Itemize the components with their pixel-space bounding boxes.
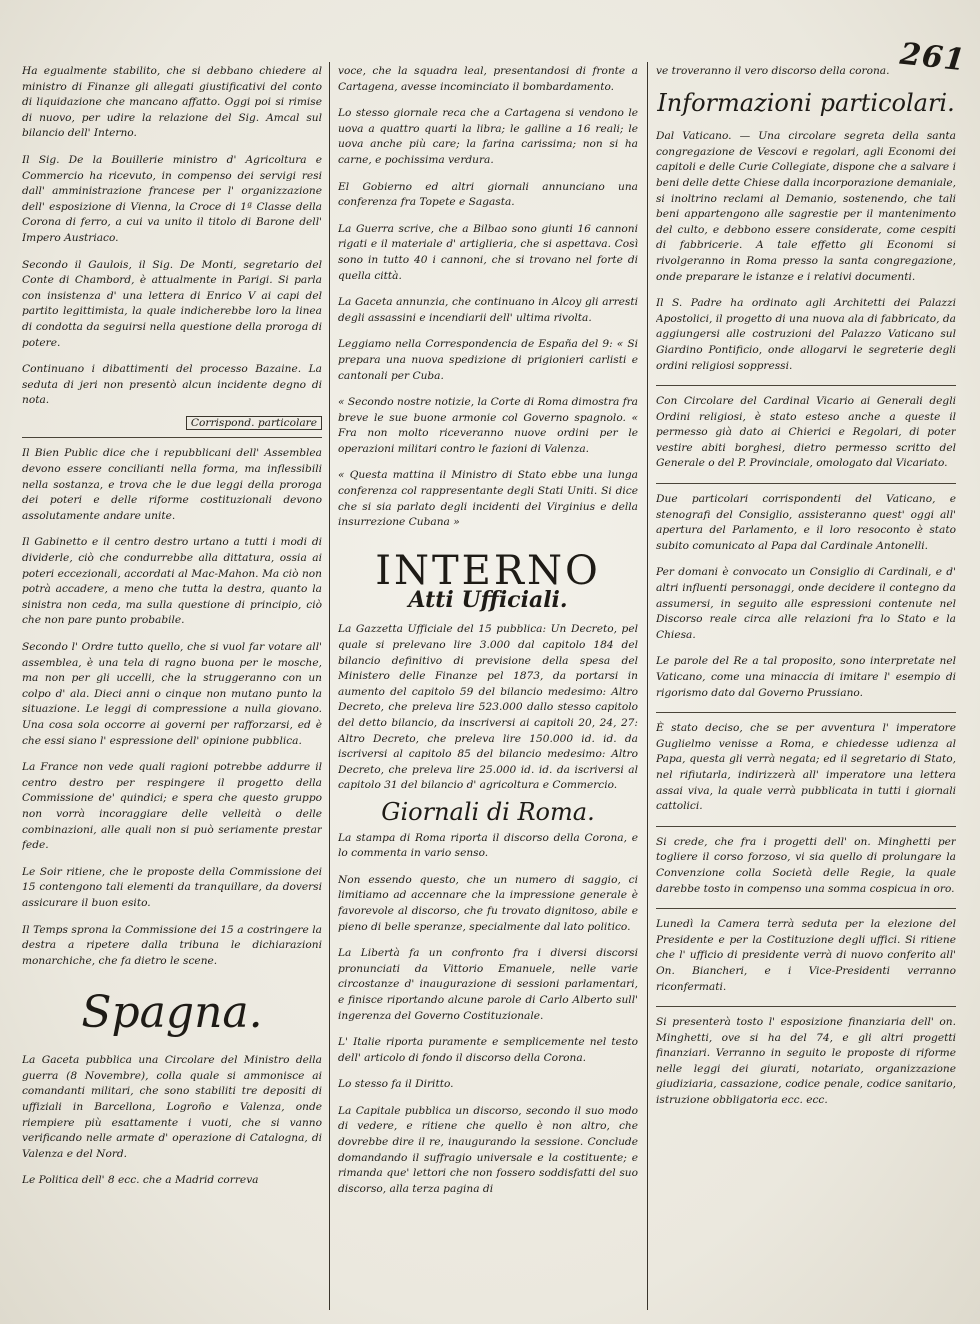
divider [656,385,956,386]
paragraph: ve troveranno il vero discorso della corona. [656,65,890,77]
paragraph: La Libertà fa un confronto fra i diversi discorsi pronunciati da Vittorio Emanuele, nelle varie circostanze d' inaugurazione di sessioni parlamentari, e finisce riportando alcune parole di Carlo Alberto sull' ingerenza del Governo Costituzionale. [338,947,638,1022]
paragraph: La stampa di Roma riporta il discorso della Corona, e lo commenta in vario senso. [338,831,638,860]
paragraph: Non essendo questo, che un numero di saggio, ci limitiamo ad accennare che la impressione generale è favorevole al discorso, che fu trovato dignitoso, abile e pieno di belle speranze, specialmente dal lato politico. [338,873,638,933]
paragraph: La France non vede quali ragioni potrebbe addurre il centro destro per respingere il progetto della Commissione de' quindici; e spera che questo gruppo non vorrà incoraggiare delle velleità o delle combinazioni, alle quali non si può seriamente prestar fede. [22,761,322,852]
paragraph: Il Bien Public dice che i repubblicani dell' Assemblea devono essere concilianti nella forma, ma inflessibili nella sostanza, e trova che le due leggi della proroga dei poteri e delle riforme costituzionali devono assolutamente andare unite. [22,447,322,522]
paragraph: La Gaceta annunzia, che continuano in Alcoy gli arresti degli assassini e incendiarii dell' ultima rivolta. [338,296,638,324]
section-title-informazioni: Informazioni particolari. [657,88,955,117]
section-title-giornali: Giornali di Roma. [381,797,595,826]
paragraph: Dal Vaticano. — Una circolare segreta della santa congregazione de Vescovi e regolari, agli Economi dei capitoli e delle Curie Collegiate, dispone che a salvare i beni delle dette Chiese dalla incorporazione demaniale, si inoltrino reclami al Demanio, sostenendo, che tali beni appartengono alle sagrestie per il mantenimento del culto, e debbono essere considerate, come cespiti di fabbricerie. A tale effetto gli Economi si rivolgeranno in Roma presso la santa congregazione, onde preparare le istanze e i relativi documenti. [656,130,956,283]
signature: Corrispond. particolare [186,416,322,430]
column-rule-left [329,62,330,1310]
section-title-interno: INTERNO [375,547,601,594]
section-title-spagna: Spagna. [81,987,263,1039]
paragraph: È stato deciso, che se per avventura l' imperatore Guglielmo venisse a Roma, e chiedesse udienza al Papa, questa gli verrà negata; ed il segretario di Stato, nel rifiutarla, indirizzerà all' imperatore una lettera assai viva, la quale verrà pubblicata in tutti i giornali cattolici. [656,722,956,813]
column-1 [22,64,322,1304]
paragraph: Il S. Padre ha ordinato agli Architetti dei Palazzi Apostolici, il progetto di una nuova ala di fabbricato, da aggiungersi alle costruzioni del Palazzo Vaticano sul Giardino Pontificio, onde allogarvi le segreterie degli ordini religiosi soppressi. [656,297,956,372]
paragraph: « Secondo nostre notizie, la Corte di Roma dimostra fra breve le sue buone armonie col Governo spagnolo. « Fra non molto riceveranno nuove ordini per le operazioni militari contro le fazioni di Valenza. [338,396,638,455]
page-number: 261 [898,36,968,79]
divider [656,483,956,484]
paragraph: El Gobierno ed altri giornali annunciano una conferenza fra Topete e Sagasta. [338,180,638,209]
paragraph: voce, che la squadra leal, presentandosi di fronte a Cartagena, avesse incominciato il bombardamento. [338,65,638,93]
divider [656,712,956,713]
paragraph: Si crede, che fra i progetti dell' on. Minghetti per togliere il corso forzoso, vi sia quello di prolungare la Convenzione colla Società delle Regie, la quale darebbe tosto in compenso una somma cospicua in oro. [656,835,956,895]
divider [656,1006,956,1007]
paragraph: Secondo il Gaulois, il Sig. De Monti, segretario del Conte di Chambord, è attualmente in Parigi. Si parla con insistenza d' una lettera di Enrico V ai capi del partito legittimista, la quale indicherebbe loro la linea di condotta da seguirsi nella questione della proroga di potere. [22,258,322,349]
paragraph: La Capitale pubblica un discorso, secondo il suo modo di vedere, e ritiene che quello è non altro, che dovrebbe dire il re, inaugurando la sessione. Conclude domandando il suffragio universale e la costituente; e rimanda que' lettori che non fossero soddisfatti del suo discorso, alla terza pagina di [338,1104,638,1195]
paragraph: Lo stesso fa il Diritto. [338,1078,454,1091]
paragraph: L' Italie riporta puramente e semplicemente nel testo dell' articolo di fondo il discorso della Corona. [338,1036,638,1064]
column-rule-right [647,62,648,1310]
subtitle-atti-ufficiali: Atti Ufficiali. [408,586,568,613]
paragraph: Le Soir ritiene, che le proposte della Commissione dei 15 contengono tali elementi da tranquillare, da doversi assicurare il buon esito. [22,865,322,909]
paragraph: Lunedì la Camera terrà seduta per la elezione del Presidente e per la Costituzione degli uffici. Si ritiene che l' ufficio di presidente verrà di nuovo conferito all' On. Biancheri, e i Vice-Presidenti verranno riconfermati. [656,918,956,993]
paragraph: Lo stesso giornale reca che a Cartagena si vendono le uova a quattro quarti la libra; le galline a 16 reali; le uova anche più care; la farina carissima; non si ha carne, e pochissima verdura. [338,107,638,166]
paragraph: Per domani è convocato un Consiglio di Cardinali, e d' altri influenti personaggi, onde decidere il contegno da assumersi, in seguito alle espressioni contenute nel Discorso reale circa alle relazioni fra lo Stato e la Chiesa. [656,566,956,641]
paragraph: Le parole del Re a tal proposito, sono interpretate nel Vaticano, come una minaccia di imitare l' esempio di rigorismo dato dal Governo Prussiano. [656,655,956,699]
divider [656,826,956,827]
paragraph: Il Sig. De la Bouillerie ministro d' Agricoltura e Commercio ha ricevuto, in compenso dei servigi resi dall' amministrazione francese per l' organizzazione dell' esposizione di Vienna, la Croce di 1ª Classe della Corona di ferro, a cui va unito il titolo di Barone dell' Impero Austriaco. [22,153,322,244]
paragraph: Continuano i dibattimenti del processo Bazaine. La seduta di jeri non presentò alcun incidente degno di nota. [22,363,322,407]
paragraph: Il Gabinetto e il centro destro urtano a tutti i modi di dividerle, ciò che condurrebbe alla dittatura, ossia ai poteri eccezionali, accordati al Mac-Mahon. Ma ciò non potrà accadere, a meno che tutta la destra, quanto la sinistra non ceda, ma sulla questione di principio, ciò che non pare punto probabile. [22,536,322,627]
paragraph: Secondo l' Ordre tutto quello, che si vuol far votare all' assemblea, è una tela di ragno buona per le mosche, ma non per gli uccelli, che la struggeranno con un colpo d' ala. Dieci anni o cinque non mutano punto la situazione. Le leggi di compressione a nulla giovano. Una cosa sola occorre ai governi per rafforzarsi, ed è che essi siano l' espressione dell' opinione pubblica. [22,641,322,747]
paragraph: La Gaceta pubblica una Circolare del Ministro della guerra (8 Novembre), colla quale si ammonisce ai comandanti militari, che sono stabiliti tre depositi di uffiziali in Barcellona, Logroño e Valenza, onde riempiere più esattamente i vuoti, che si vanno verificando nelle armate d' operazione di Catalogna, di Valenza e del Nord. [22,1054,322,1160]
paragraph: Il Temps sprona la Commissione dei 15 a costringere la destra a ripetere dalla tribuna le dichiarazioni monarchiche, che fa dietro le scene. [22,923,322,967]
paragraph: Due particolari corrispondenti del Vaticano, e stenografi del Consiglio, assisteranno quest' oggi all' apertura del Parlamento, e il loro resoconto è stato subito comunicato al Papa dal Cardinale Antonelli. [656,493,956,552]
divider [22,437,322,438]
divider [656,908,956,909]
signature-box [22,416,322,432]
paragraph: Con Circolare del Cardinal Vicario ai Generali degli Ordini religiosi, è stato esteso anche a queste il permesso già dato ai Chierici e Regolari, di poter vestire abiti borghesi, dietro permesso scritto del Generale o del P. Provinciale, omologato dal Vicariato. [656,395,956,470]
paragraph: Leggiamo nella Correspondencia de España del 9: « Si prepara una nuova spedizione di prigionieri carlisti e cantonali per Cuba. [338,338,638,382]
paragraph: La Guerra scrive, che a Bilbao sono giunti 16 cannoni rigati e il materiale d' artiglieria, che si aspettava. Così sono in tutto 40 i cannoni, che si trovano nel forte di quella città. [338,222,638,282]
paragraph: « Questa mattina il Ministro di Stato ebbe una lunga conferenza col rappresentante degli Stati Uniti. Si dice che si sia parlato degli incidenti del Virginius e della insurrezione Cubana » [338,469,638,529]
paragraph: Ha egualmente stabilito, che si debbano chiedere al ministro di Finanze gli allegati giustificativi del conto di liquidazione che mancano affatto. Oggi poi si rimise di nuovo, per udire la relazione del Sig. Amcal sul bilancio dell' Interno. [22,65,322,140]
column-2 [338,64,638,1304]
paragraph: Si presenterà tosto l' esposizione finanziaria dell' on. Minghetti, ove si ha del 74, e gli altri progetti finanziari. Verranno in seguito le proposte di riforme nelle leggi dei giurati, notariato, organizzazione giudiziaria, cassazione, codice penale, codice sanitario, istruzione obbligatoria ecc. ecc. [656,1016,956,1107]
column-3 [656,64,956,1304]
paragraph: La Gazzetta Ufficiale del 15 pubblica: Un Decreto, pel quale si prelevano lire 3.000 dal capitolo 184 del bilancio definitivo di previsione della spesa del Ministero delle Finanze pel 1873, da portarsi in aumento del capitolo 59 del bilancio medesimo: Altro Decreto, che preleva lire 523.000 dallo stesso capitolo del detto bilancio, da inscriversi ai capitoli 20, 24, 27: Altro Decreto, che preleva lire 150.000 id. id. da iscriversi al capitolo 85 del bilancio medesimo: Altro Decreto, che preleva lire 25.000 id. id. da iscriversi al capitolo 31 del bilancio d' agricoltura e Commercio. [338,623,638,792]
paragraph: Le Politica dell' 8 ecc. che a Madrid correva [22,1174,259,1187]
